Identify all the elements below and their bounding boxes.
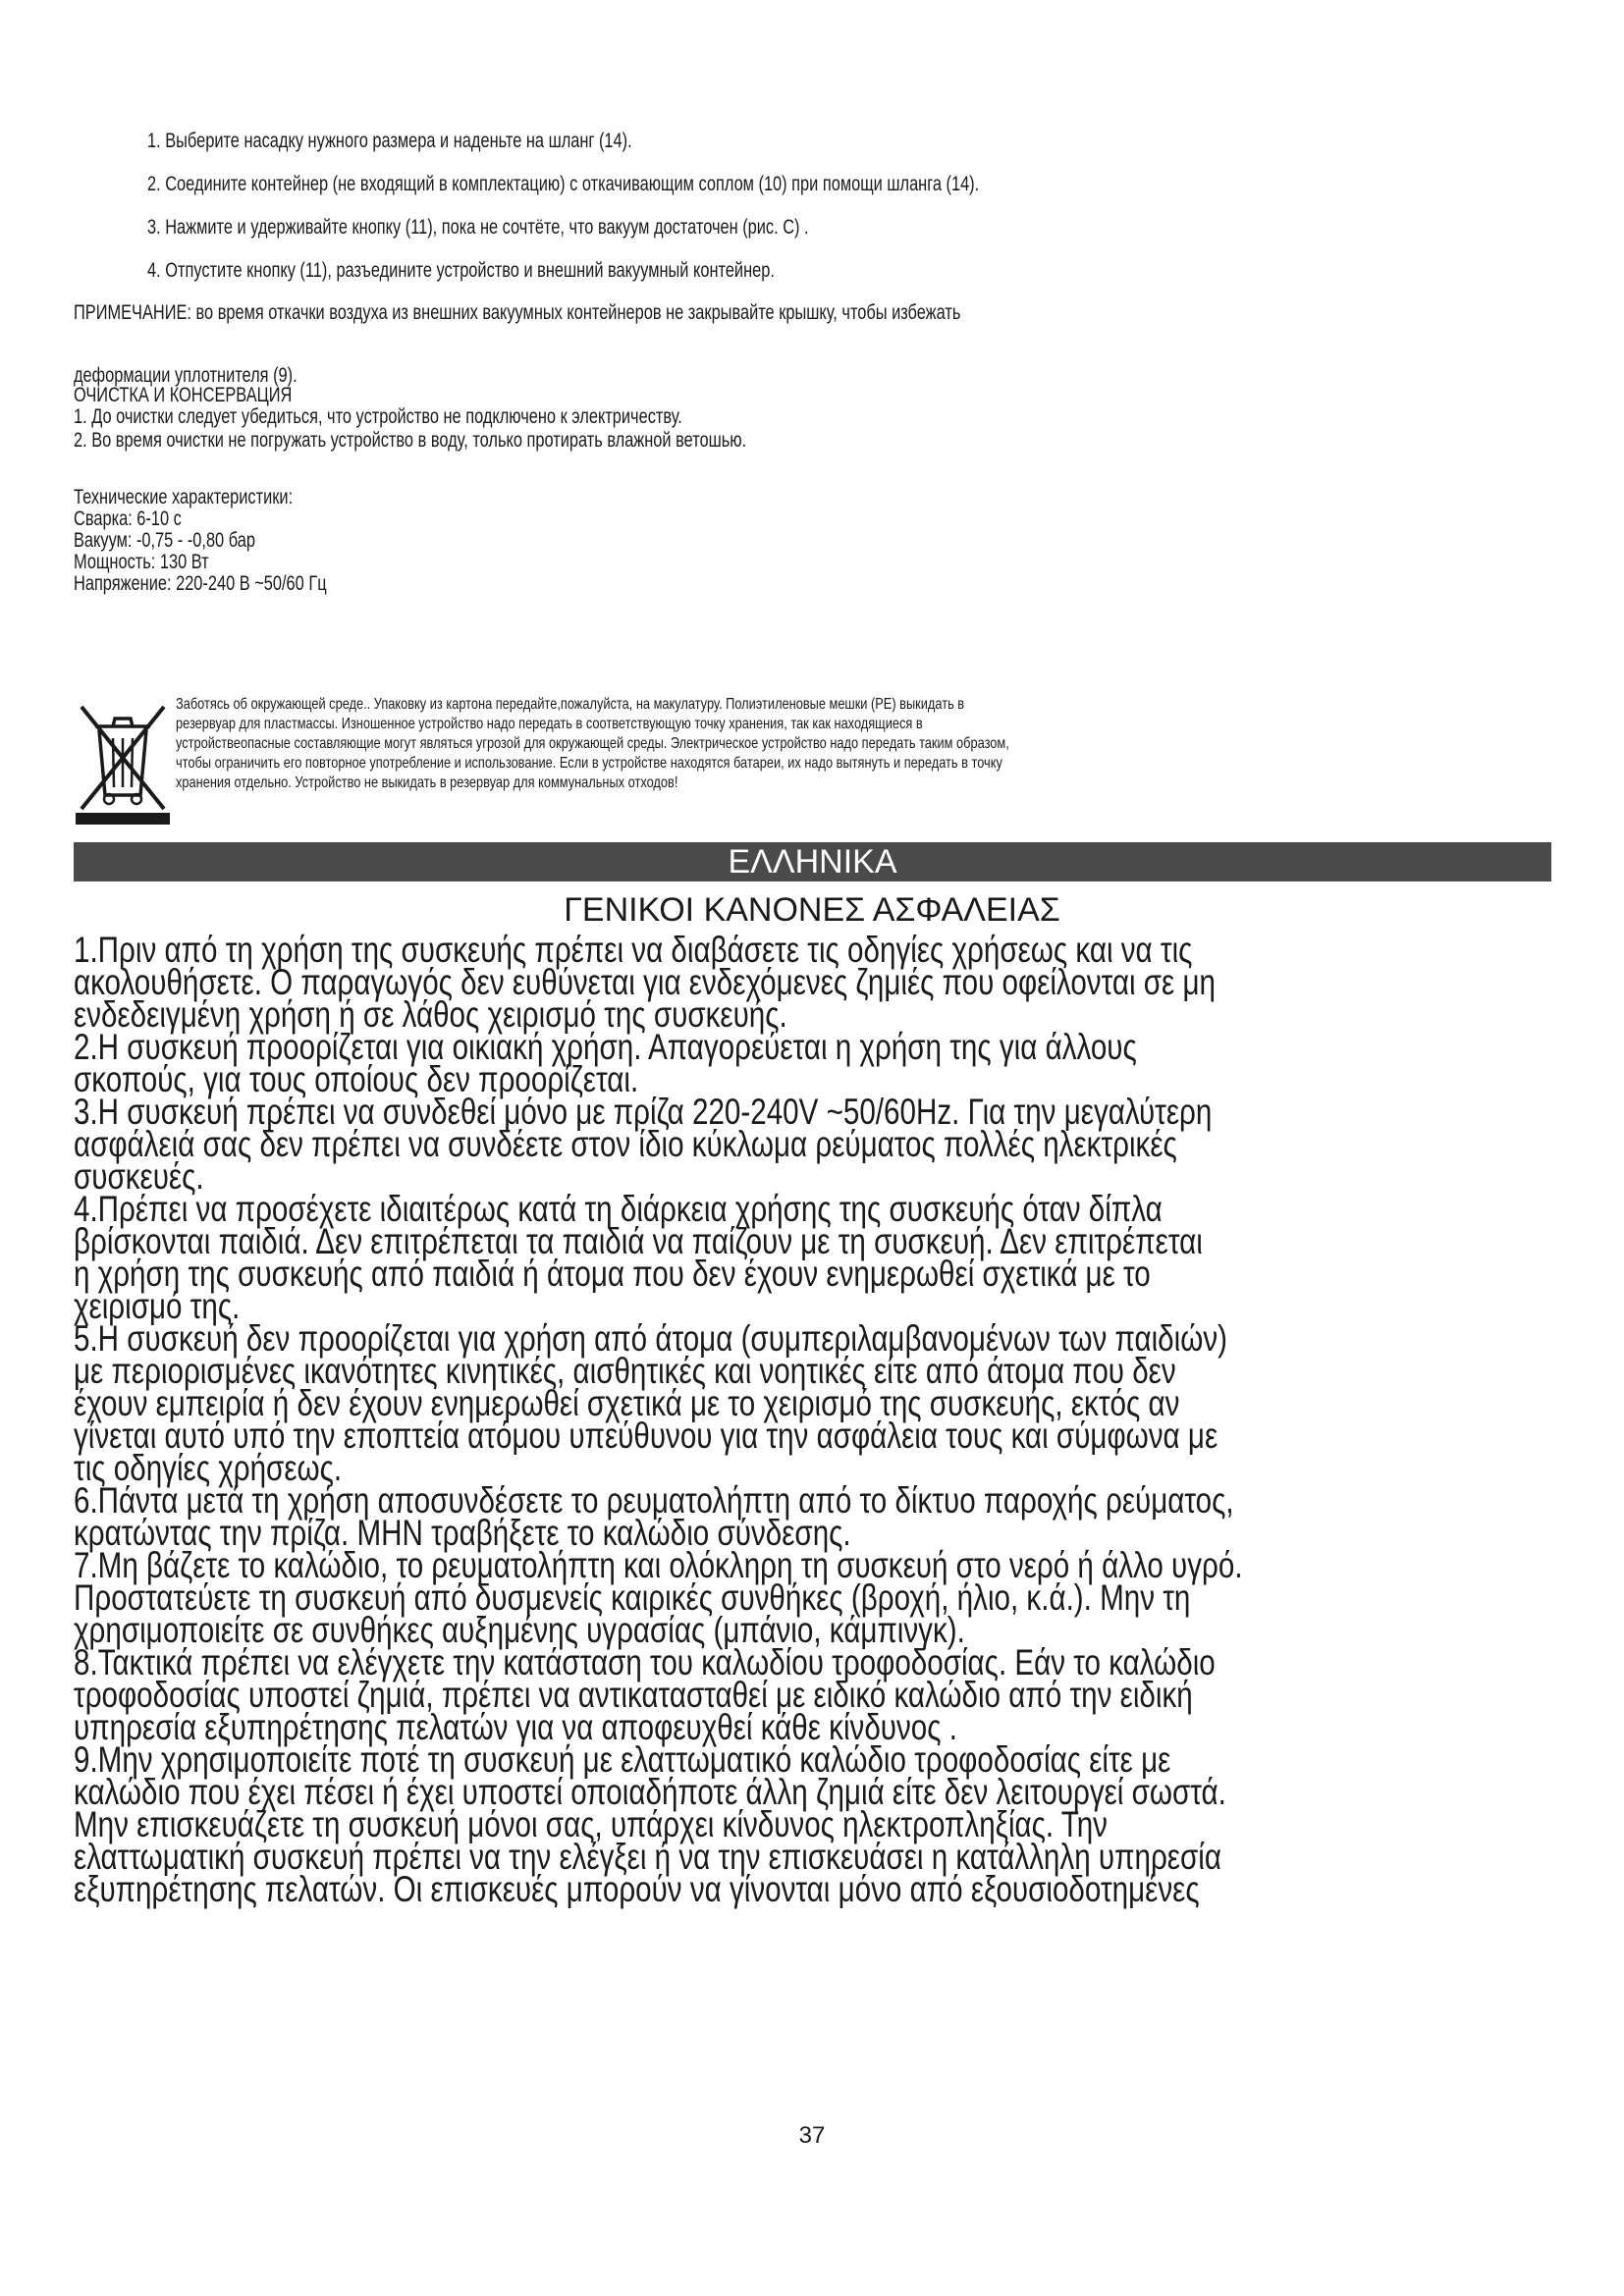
greek-line-text: 6.Πάντα μετά τη χρήση αποσυνδέσετε το ρευματολήπτη από το δίκτυο παροχής ρεύματος, — [74, 1480, 1234, 1521]
greek-line-text: 5.Η συσκευή δεν προορίζεται για χρήση από άτομα (συμπεριλαμβανομένων των παιδιών) — [74, 1318, 1227, 1359]
eco-notice — [74, 695, 1546, 832]
page-number — [0, 2122, 1624, 2150]
greek-line-text: καλώδιο που έχει πέσει ή έχει υποστεί οποιαδήποτε άλλη ζημιά είτε δεν λειτουργεί σωστά. — [74, 1772, 1226, 1812]
greek-line-text: Μην επισκευάζετε τη συσκευή μόνοι σας, υπάρχει κίνδυνος ηλεκτροπληξίας. Την — [74, 1804, 1108, 1844]
greek-line-text: 9.Μην χρησιμοποιείτε ποτέ τη συσκευή με ελαττωματικό καλώδιο τροφοδοσίας είτε με — [74, 1739, 1171, 1780]
eco-line-2: резервуар для пластмассы. Изношенное устройство надо передать в соответствующую точку хранения, так как находящиеся в — [176, 716, 923, 732]
ru-cleaning-item-1: 1. До очистки следует убедиться, что устройство не подключено к электричеству. — [74, 405, 682, 428]
ru-tech-specs — [74, 487, 398, 595]
language-banner — [74, 842, 1551, 881]
eco-line-1: Заботясь об окружающей среде.. Упаковку из картона передайте,пожалуйста, на макулатуру. Полиэтиленовые мешки (PE) выкидать в — [176, 696, 965, 713]
greek-line-text: κρατώντας την πρίζα. ΜΗΝ τραβήξετε το καλώδιο σύνδεσης. — [74, 1513, 851, 1553]
greek-line-text: εξυπηρέτησης πελατών. Οι επισκευές μπορούν να γίνονται μόνο από εξουσιοδοτημένες — [74, 1869, 1200, 1909]
greek-line-text: 2.Η συσκευή προορίζεται για οικιακή χρήση. Απαγορεύεται η χρήση της για άλλους — [74, 1027, 1137, 1067]
crossed-bin-icon — [74, 699, 172, 827]
greek-line-text: 7.Μη βάζετε το καλώδιο, το ρευματολήπτη και ολόκληρη τη συσκευή στο νερό ή άλλο υγρό. — [74, 1545, 1243, 1585]
ru-cleaning-heading: ОЧИСТКА И КОНСЕРВАЦИЯ — [74, 384, 293, 406]
greek-line-text: συσκευές. — [74, 1156, 204, 1197]
ru-cleaning-item-2: 2. Во время очистки не погружать устройство в воду, только протирать влажной ветошью. — [74, 429, 747, 452]
ru-tech-welding: Сварка: 6-10 с — [74, 507, 182, 530]
greek-section-title — [0, 889, 1624, 931]
ru-note-line-2: деформации уплотнителя (9). — [74, 364, 298, 387]
greek-line-text: η χρήση της συσκευής από παιδιά ή άτομα που δεν έχουν ενημερωθεί σχετικά με το — [74, 1254, 1151, 1294]
greek-line — [74, 1869, 1551, 1909]
ru-step-3: 3. Нажмите и удерживайте кнопку (11), пока не сочтёте, что вакуум достаточен (рис. C) . — [147, 216, 809, 239]
greek-line-text: ελαττωματική συσκευή πρέπει να την ελέγξει ή να την επισκευάσει η κατάλληλη υπηρεσία — [74, 1837, 1221, 1877]
eco-line-3: устройствеопасные составляющие могут являться угрозой для окружающей среды. Электрическое устройство надо передать таким образом, — [176, 735, 1009, 752]
page-number-text: 37 — [798, 2122, 826, 2149]
greek-line-text: σκοπούς, για τους οποίους δεν προορίζεται. — [74, 1059, 639, 1099]
greek-title-text: ΓΕΝΙΚΟΙ ΚΑΝΟΝΕΣ ΑΣΦΑΛΕΙΑΣ — [564, 891, 1060, 929]
greek-line-text: Προστατεύετε τη συσκευή από δυσμενείς καιρικές συνθήκες (βροχή, ήλιο, κ.ά.). Μην τη — [74, 1577, 1191, 1618]
greek-line-text: 1.Πριν από τη χρήση της συσκευής πρέπει να διαβάσετε τις οδηγίες χρήσεως και να τις — [74, 930, 1193, 970]
greek-line-text: τις οδηγίες χρήσεως. — [74, 1448, 343, 1488]
ru-note-section — [74, 299, 1468, 453]
ru-tech-power: Мощность: 130 Вт — [74, 551, 209, 573]
greek-line-text: 4.Πρέπει να προσέχετε ιδιαιτέρως κατά τη διάρκεια χρήσης της συσκευής όταν δίπλα — [74, 1189, 1163, 1229]
language-banner-text: ΕΛΛΗΝΙΚΑ — [728, 843, 897, 881]
greek-line-text: βρίσκονται παιδιά. Δεν επιτρέπεται τα παιδιά να παίζουν με τη συσκευή. Δεν επιτρέπεται — [74, 1221, 1203, 1261]
eco-line-5: хранения отдельно. Устройство не выкидать в резервуар для коммунальных отходов! — [176, 774, 678, 791]
greek-line-text: ακολουθήσετε. Ο παραγωγός δεν ευθύνεται για ενδεχόμενες ζημιές που οφείλονται σε μη — [74, 962, 1216, 1002]
ru-step-1: 1. Выберите насадку нужного размера и наденьте на шланг (14). — [147, 130, 632, 152]
greek-line — [74, 1254, 1551, 1294]
greek-line-text: ενδεδειγμένη χρήση ή σε λάθος χειρισμό της συσκευής. — [74, 994, 787, 1035]
ru-tech-heading: Технические характеристики: — [74, 486, 294, 508]
greek-line-text: χρησιμοποιείτε σε συνθήκες αυξημένης υγρασίας (μπάνιο, κάμπινγκ). — [74, 1610, 965, 1650]
greek-line-text: έχουν εμπειρία ή δεν έχουν ενημερωθεί σχετικά με το χειρισμό της συσκευής, εκτός αν — [74, 1383, 1180, 1423]
greek-line-text: γίνεται αυτό υπό την εποπτεία ατόμου υπεύθυνου για την ασφάλεια τους και σύμφωνα με — [74, 1415, 1218, 1456]
ru-steps-list — [147, 120, 1473, 293]
greek-line-text: τροφοδοσίας υποστεί ζημιά, πρέπει να αντικατασταθεί με ειδικό καλώδιο από την ειδική — [74, 1675, 1193, 1715]
eco-line-4: чтобы ограничить его повторное употребление и использование. Если в устройстве находятся батареи, их надо вытянуть и передать в точку — [176, 755, 1002, 772]
greek-line-text: με περιορισμένες ικανότητες κινητικές, αισθητικές και νοητικές είτε από άτομα που δεν — [74, 1351, 1176, 1391]
greek-line-text: υπηρεσία εξυπηρέτησης πελατών για να αποφευχθεί κάθε κίνδυνος . — [74, 1707, 957, 1747]
ru-tech-voltage: Напряжение: 220-240 В ~50/60 Гц — [74, 572, 327, 595]
greek-line — [74, 1124, 1551, 1164]
greek-body — [74, 930, 1551, 1909]
greek-line-text: 8.Τακτικά πρέπει να ελέγχετε την κατάσταση του καλωδίου τροφοδοσίας. Εάν το καλώδιο — [74, 1642, 1216, 1682]
eco-text — [176, 695, 1570, 793]
greek-line-text: ασφάλειά σας δεν πρέπει να συνδέετε στον ίδιο κύκλωμα ρεύματος πολλές ηλεκτρικές — [74, 1124, 1177, 1164]
ru-note-line-1: ПРИМЕЧАНИЕ: во время откачки воздуха из внешних вакуумных контейнеров не закрывайте крышку, чтобы избежать — [74, 301, 961, 324]
ru-step-4: 4. Отпустите кнопку (11), разъедините устройство и внешний вакуумный контейнер. — [147, 259, 775, 282]
greek-line-text: 3.Η συσκευή πρέπει να συνδεθεί μόνο με πρίζα 220-240V ~50/60Hz. Για την μεγαλύτερη — [74, 1092, 1213, 1132]
ru-tech-vacuum: Вакуум: -0,75 - -0,80 бар — [74, 529, 255, 552]
greek-line-text: χειρισμό της. — [74, 1286, 241, 1326]
ru-step-2: 2. Соедините контейнер (не входящий в комплектацию) с откачивающим соплом (10) при помощи шланга (14). — [147, 173, 980, 195]
